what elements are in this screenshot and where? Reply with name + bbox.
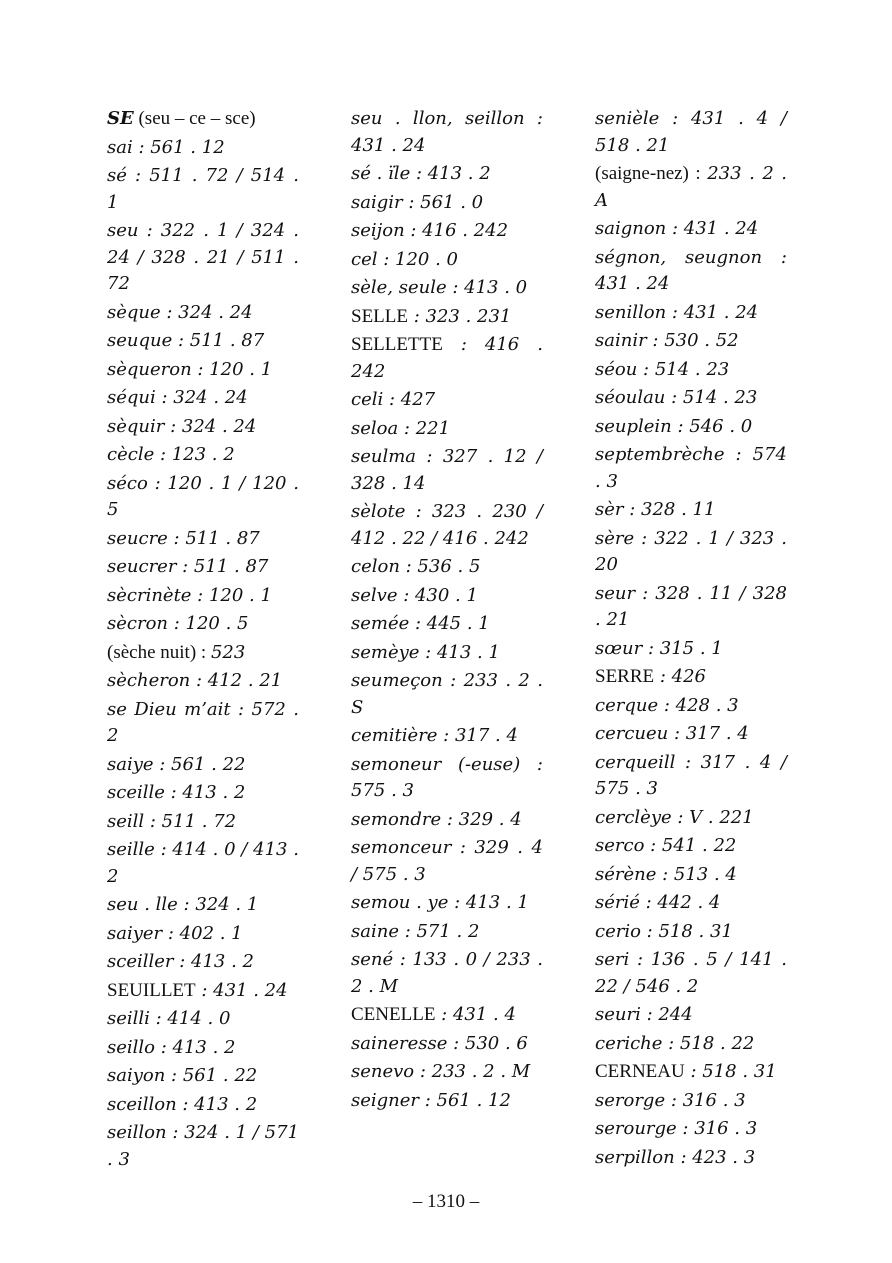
- index-entry: [351, 723, 543, 750]
- index-entry-text: serorge : 316 . 3: [595, 1089, 746, 1111]
- index-entry: [351, 947, 543, 1000]
- index-entry: [351, 640, 543, 667]
- index-column-2: [351, 106, 543, 1175]
- index-entry-text: sceille : 413 . 2: [107, 782, 246, 803]
- index-entry-text: sèque : 324 . 24: [107, 301, 253, 323]
- index-entry-text: seumeçon : 233 . 2 . S: [351, 670, 543, 718]
- index-entry-text: sèlote : 323 . 230 / 412 . 22 / 416 . 242: [351, 501, 543, 549]
- index-entry: [595, 1145, 787, 1172]
- index-entry: [595, 442, 787, 495]
- index-entry: [595, 805, 787, 832]
- index-entry-text: seuplein : 546 . 0: [595, 415, 753, 437]
- index-entry-text: séou : 514 . 23: [595, 358, 730, 380]
- index-entry: [595, 526, 787, 579]
- index-entry: [351, 387, 543, 414]
- index-entry: [107, 1120, 299, 1173]
- index-entry-text: SE: [107, 108, 134, 129]
- index-entry: [107, 554, 299, 581]
- index-entry: [107, 1063, 299, 1090]
- index-entry: [595, 664, 787, 691]
- index-entry-text: semoneur (-euse) : 575 . 3: [351, 753, 543, 801]
- index-entry: [107, 978, 299, 1005]
- index-entry-text: SELLE: [351, 305, 408, 327]
- index-entry-text: CERNEAU: [595, 1061, 685, 1082]
- index-entry: [595, 721, 787, 748]
- index-entry-text: cerqueill : 317 . 4 / 575 . 3: [595, 751, 787, 799]
- index-entry-text: sé : 511 . 72 / 514 . 1: [107, 165, 299, 213]
- index-entry: [107, 1006, 299, 1033]
- index-columns: [107, 106, 797, 1175]
- index-entry: [595, 1088, 787, 1115]
- index-entry: [107, 471, 299, 524]
- index-entry: [107, 135, 299, 162]
- index-entry: [351, 304, 543, 331]
- index-entry: [595, 161, 787, 214]
- index-entry-text: seuque : 511 . 87: [107, 330, 265, 351]
- index-entry-text: seillon : 324 . 1 / 571 . 3: [107, 1122, 299, 1170]
- index-entry: [107, 526, 299, 553]
- index-entry-text: seu : 322 . 1 / 324 . 24 / 328 . 21 / 511 . 72: [107, 220, 299, 294]
- index-entry-text: semèye : 413 . 1: [351, 641, 500, 663]
- page: [107, 106, 797, 1175]
- index-entry-text: celon : 536 . 5: [351, 556, 481, 577]
- index-entry-text: saiyon : 561 . 22: [107, 1065, 258, 1086]
- index-entry-text: 523: [210, 641, 246, 663]
- index-entry: [351, 1002, 543, 1029]
- index-entry: [351, 611, 543, 638]
- index-entry: [351, 275, 543, 302]
- index-entry: [595, 947, 787, 1000]
- index-entry: [595, 1116, 787, 1143]
- index-entry-text: 233 . 2 . A: [595, 163, 787, 211]
- index-entry: [351, 835, 543, 888]
- index-entry: [595, 357, 787, 384]
- index-entry: [351, 554, 543, 581]
- index-entry-text: sé . ïle : 413 . 2: [351, 163, 491, 184]
- index-entry: [595, 581, 787, 634]
- index-entry-text: seucre : 511 . 87: [107, 527, 260, 549]
- index-entry: [107, 442, 299, 469]
- index-entry-text: serpillon : 423 . 3: [595, 1146, 756, 1168]
- index-entry: [107, 837, 299, 890]
- index-entry-text: seri : 136 . 5 / 141 . 22 / 546 . 2: [595, 949, 787, 997]
- index-entry: [107, 414, 299, 441]
- index-entry-text: serourge : 316 . 3: [595, 1118, 758, 1139]
- index-entry-text: semou . ye : 413 . 1: [351, 892, 529, 913]
- index-entry-text: septembrèche : 574 . 3: [595, 444, 787, 492]
- index-entry: [107, 583, 299, 610]
- index-entry-text: (seu – ce – sce): [133, 108, 256, 129]
- index-entry-text: (saigne-nez) :: [595, 163, 708, 184]
- index-column-1: [107, 106, 299, 1175]
- index-entry-text: saigir : 561 . 0: [351, 191, 484, 213]
- index-entry-text: saiyer : 402 . 1: [107, 922, 243, 944]
- index-entry-text: senevo : 233 . 2 . M: [351, 1061, 531, 1082]
- index-entry-text: saineresse : 530 . 6: [351, 1032, 528, 1054]
- index-entry-text: sœur : 315 . 1: [595, 637, 723, 659]
- index-entry: [107, 697, 299, 750]
- index-entry: [351, 807, 543, 834]
- index-entry: [107, 218, 299, 298]
- index-entry: [595, 890, 787, 917]
- index-entry: [351, 444, 543, 497]
- index-entry: [107, 328, 299, 355]
- index-entry-text: saine : 571 . 2: [351, 920, 480, 942]
- index-entry: [595, 1059, 787, 1086]
- index-entry-text: séoulau : 514 . 23: [595, 387, 758, 408]
- index-entry-text: seijon : 416 . 242: [351, 220, 509, 241]
- index-entry-text: saignon : 431 . 24: [595, 218, 759, 239]
- index-entry: [351, 919, 543, 946]
- index-entry: [107, 385, 299, 412]
- index-entry-text: : 416 . 242: [351, 334, 543, 382]
- index-entry: [107, 949, 299, 976]
- index-entry: [595, 414, 787, 441]
- index-column-3: [595, 106, 787, 1175]
- index-entry-text: cerque : 428 . 3: [595, 694, 739, 716]
- index-entry: [351, 1088, 543, 1115]
- index-entry-text: sècron : 120 . 5: [107, 613, 249, 634]
- index-entry-text: seille : 414 . 0 / 413 . 2: [107, 839, 299, 887]
- index-entry: [107, 1092, 299, 1119]
- index-entry-text: SELLETTE: [351, 334, 443, 355]
- index-entry-text: : 431 . 24: [195, 979, 288, 1001]
- index-entry: [351, 332, 543, 385]
- index-entry-text: semondre : 329 . 4: [351, 808, 522, 830]
- index-entry: [595, 497, 787, 524]
- index-entry: [351, 106, 543, 159]
- index-entry-text: seur : 328 . 11 / 328 . 21: [595, 582, 787, 630]
- index-entry-text: semée : 445 . 1: [351, 613, 490, 634]
- index-entry-text: ségnon, seugnon : 431 . 24: [595, 246, 787, 294]
- index-entry: [595, 106, 787, 159]
- index-entry-text: seu . lle : 324 . 1: [107, 894, 259, 915]
- index-entry-text: sèquir : 324 . 24: [107, 415, 257, 437]
- index-entry: [351, 190, 543, 217]
- index-entry-text: sècrinète : 120 . 1: [107, 584, 272, 606]
- index-entry: [595, 1002, 787, 1029]
- index-entry-text: sai : 561 . 12: [107, 136, 225, 158]
- index-entry: [107, 611, 299, 638]
- index-entry-text: seill : 511 . 72: [107, 810, 237, 832]
- index-entry: [107, 780, 299, 807]
- index-entry: [351, 890, 543, 917]
- index-entry-text: cerio : 518 . 31: [595, 920, 733, 942]
- index-entry: [107, 668, 299, 695]
- index-entry: [107, 163, 299, 216]
- index-entry: [351, 161, 543, 188]
- index-entry: [107, 752, 299, 779]
- index-entry: [595, 1031, 787, 1058]
- index-entry-text: séqui : 324 . 24: [107, 387, 248, 408]
- index-entry: [595, 833, 787, 860]
- index-entry: [595, 385, 787, 412]
- index-entry-text: sèle, seule : 413 . 0: [351, 277, 528, 298]
- index-entry: [107, 300, 299, 327]
- index-entry-text: SEUILLET: [107, 979, 196, 1001]
- index-entry: [107, 921, 299, 948]
- index-entry-text: sceillon : 413 . 2: [107, 1093, 258, 1115]
- index-entry-text: seigner : 561 . 12: [351, 1089, 511, 1111]
- index-entry: [595, 693, 787, 720]
- index-entry-text: cercueu : 317 . 4: [595, 723, 749, 744]
- index-entry: [107, 106, 299, 133]
- index-entry-text: seu . llon, seillon : 431 . 24: [351, 108, 543, 156]
- index-entry-text: seuri : 244: [595, 1004, 693, 1025]
- index-entry-text: sérène : 513 . 4: [595, 863, 737, 885]
- index-entry-text: sceiller : 413 . 2: [107, 951, 254, 972]
- page-number: – 1310 –: [412, 1191, 480, 1212]
- index-entry: [595, 862, 787, 889]
- index-entry-text: sené : 133 . 0 / 233 . 2 . M: [351, 949, 543, 997]
- index-entry-text: CENELLE: [351, 1004, 436, 1025]
- index-entry: [595, 919, 787, 946]
- index-entry-text: senillon : 431 . 24: [595, 301, 759, 323]
- index-entry-text: sainir : 530 . 52: [595, 330, 739, 351]
- index-entry-text: seulma : 327 . 12 / 328 . 14: [351, 446, 543, 494]
- index-entry-text: cerclèye : V . 221: [595, 806, 754, 828]
- index-entry-text: selve : 430 . 1: [351, 584, 478, 606]
- index-entry-text: SERRE: [595, 666, 655, 687]
- index-entry: [107, 640, 299, 667]
- index-entry-text: séco : 120 . 1 / 120 . 5: [107, 472, 299, 520]
- index-entry-text: : 518 . 31: [684, 1061, 777, 1082]
- index-entry: [107, 809, 299, 836]
- index-entry: [595, 216, 787, 243]
- index-entry: [107, 892, 299, 919]
- index-entry: [595, 636, 787, 663]
- index-entry-text: sère : 322 . 1 / 323 . 20: [595, 527, 787, 575]
- index-entry-text: semonceur : 329 . 4 / 575 . 3: [351, 837, 543, 885]
- index-entry-text: se Dieu m’ait : 572 . 2: [107, 698, 299, 746]
- index-entry-text: cemitière : 317 . 4: [351, 725, 518, 746]
- index-entry-text: celi : 427: [351, 389, 436, 410]
- index-entry-text: seilli : 414 . 0: [107, 1008, 231, 1029]
- index-entry-text: sèqueron : 120 . 1: [107, 358, 273, 380]
- index-entry: [595, 328, 787, 355]
- index-entry-text: (sèche nuit) :: [107, 641, 211, 663]
- index-entry-text: seillo : 413 . 2: [107, 1036, 236, 1058]
- index-entry: [107, 357, 299, 384]
- index-entry: [351, 416, 543, 443]
- index-entry: [351, 752, 543, 805]
- index-entry: [107, 1035, 299, 1062]
- index-entry-text: sèr : 328 . 11: [595, 499, 716, 520]
- index-entry: [595, 750, 787, 803]
- index-entry: [351, 1059, 543, 1086]
- index-entry-text: saiye : 561 . 22: [107, 753, 246, 775]
- index-entry-text: : 426: [654, 666, 706, 687]
- index-entry-text: seloa : 221: [351, 417, 451, 439]
- index-entry-text: senièle : 431 . 4 / 518 . 21: [595, 108, 787, 156]
- index-entry-text: ceriche : 518 . 22: [595, 1032, 755, 1054]
- index-entry-text: sérié : 442 . 4: [595, 892, 721, 913]
- index-entry-text: cel : 120 . 0: [351, 248, 458, 270]
- index-entry: [351, 668, 543, 721]
- index-entry-text: cècle : 123 . 2: [107, 444, 235, 465]
- index-entry-text: : 323 . 231: [408, 305, 512, 327]
- index-entry: [351, 1031, 543, 1058]
- index-entry: [351, 499, 543, 552]
- index-entry: [595, 300, 787, 327]
- index-entry-text: serco : 541 . 22: [595, 835, 737, 856]
- index-entry-text: sècheron : 412 . 21: [107, 670, 283, 691]
- index-entry-text: seucrer : 511 . 87: [107, 556, 269, 577]
- index-entry: [351, 218, 543, 245]
- index-entry: [351, 247, 543, 274]
- index-entry: [351, 583, 543, 610]
- index-entry: [595, 245, 787, 298]
- index-entry-text: : 431 . 4: [435, 1004, 516, 1025]
